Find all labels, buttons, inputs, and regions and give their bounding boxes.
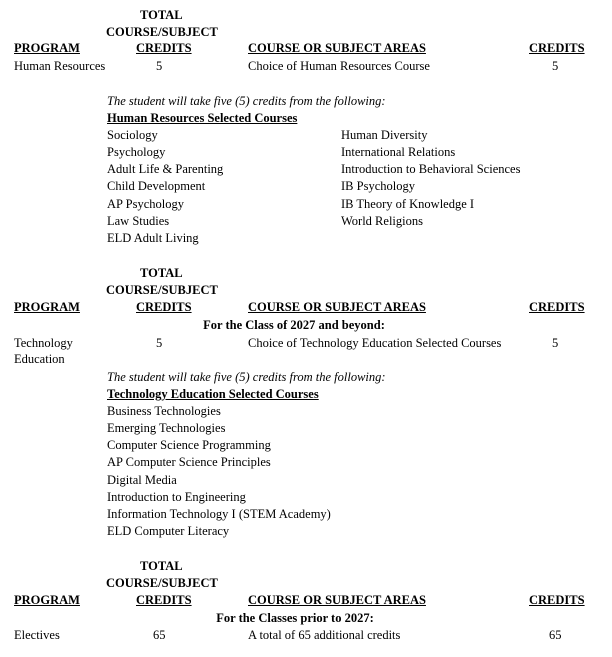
course-list-item: Computer Science Programming <box>107 438 271 452</box>
course-list-item: Sociology <box>107 128 158 142</box>
program-total-credits: 5 <box>156 336 163 350</box>
header-course-subject: COURSE/SUBJECT <box>106 576 218 590</box>
course-list-item: Psychology <box>107 145 166 159</box>
header-course-areas: COURSE OR SUBJECT AREAS <box>248 593 426 607</box>
course-list-item: Law Studies <box>107 214 170 228</box>
course-credits: 5 <box>552 336 559 350</box>
course-list-item: ELD Computer Literacy <box>107 524 230 538</box>
program-total-credits: 65 <box>153 628 166 642</box>
course-list-item: Adult Life & Parenting <box>107 162 224 176</box>
course-area: Choice of Human Resources Course <box>248 59 430 73</box>
course-list-item: Introduction to Behavioral Sciences <box>341 162 521 176</box>
header-course-areas: COURSE OR SUBJECT AREAS <box>248 300 426 314</box>
header-course-subject: COURSE/SUBJECT <box>106 283 218 297</box>
header-course-areas: COURSE OR SUBJECT AREAS <box>248 41 426 55</box>
course-list-item: AP Psychology <box>107 197 184 211</box>
course-area: A total of 65 additional credits <box>248 628 401 642</box>
program-name: Electives <box>14 628 60 642</box>
course-list-title: Human Resources Selected Courses <box>107 111 298 125</box>
course-list-item: Information Technology I (STEM Academy) <box>107 507 331 521</box>
selection-note: The student will take five (5) credits from the following: <box>107 94 386 108</box>
course-list-title: Technology Education Selected Courses <box>107 387 319 401</box>
course-list-item: Child Development <box>107 179 206 193</box>
header-credits-right: CREDITS <box>529 41 585 55</box>
header-course-subject: COURSE/SUBJECT <box>106 25 218 39</box>
header-credits-right: CREDITS <box>529 593 585 607</box>
course-list-item: IB Theory of Knowledge I <box>341 197 475 211</box>
class-note: For the Classes prior to 2027: <box>216 611 374 625</box>
course-list-item: IB Psychology <box>341 179 415 193</box>
course-area: Choice of Technology Education Selected Courses <box>248 336 502 350</box>
course-credits: 5 <box>552 59 559 73</box>
header-total: TOTAL <box>140 8 183 22</box>
course-list-item: Human Diversity <box>341 128 428 142</box>
program-name: Technology <box>14 336 73 350</box>
header-program: PROGRAM <box>14 300 80 314</box>
program-total-credits: 5 <box>156 59 163 73</box>
course-list-item: AP Computer Science Principles <box>107 455 271 469</box>
course-list-item: ELD Adult Living <box>107 231 199 245</box>
header-total: TOTAL <box>140 559 183 573</box>
course-list-item: Emerging Technologies <box>107 421 226 435</box>
program-name: Human Resources <box>14 59 106 73</box>
header-program: PROGRAM <box>14 41 80 55</box>
selection-note: The student will take five (5) credits from the following: <box>107 370 386 384</box>
course-list-item: Digital Media <box>107 473 177 487</box>
course-list-item: World Religions <box>341 214 423 228</box>
course-list-item: International Relations <box>341 145 456 159</box>
program-name-continued: Education <box>14 352 65 366</box>
course-credits: 65 <box>549 628 562 642</box>
header-program: PROGRAM <box>14 593 80 607</box>
header-total: TOTAL <box>140 266 183 280</box>
course-list-item: Introduction to Engineering <box>107 490 246 504</box>
header-credits: CREDITS <box>136 41 192 55</box>
class-note: For the Class of 2027 and beyond: <box>203 318 385 332</box>
header-credits: CREDITS <box>136 593 192 607</box>
header-credits: CREDITS <box>136 300 192 314</box>
course-list-item: Business Technologies <box>107 404 221 418</box>
header-credits-right: CREDITS <box>529 300 585 314</box>
